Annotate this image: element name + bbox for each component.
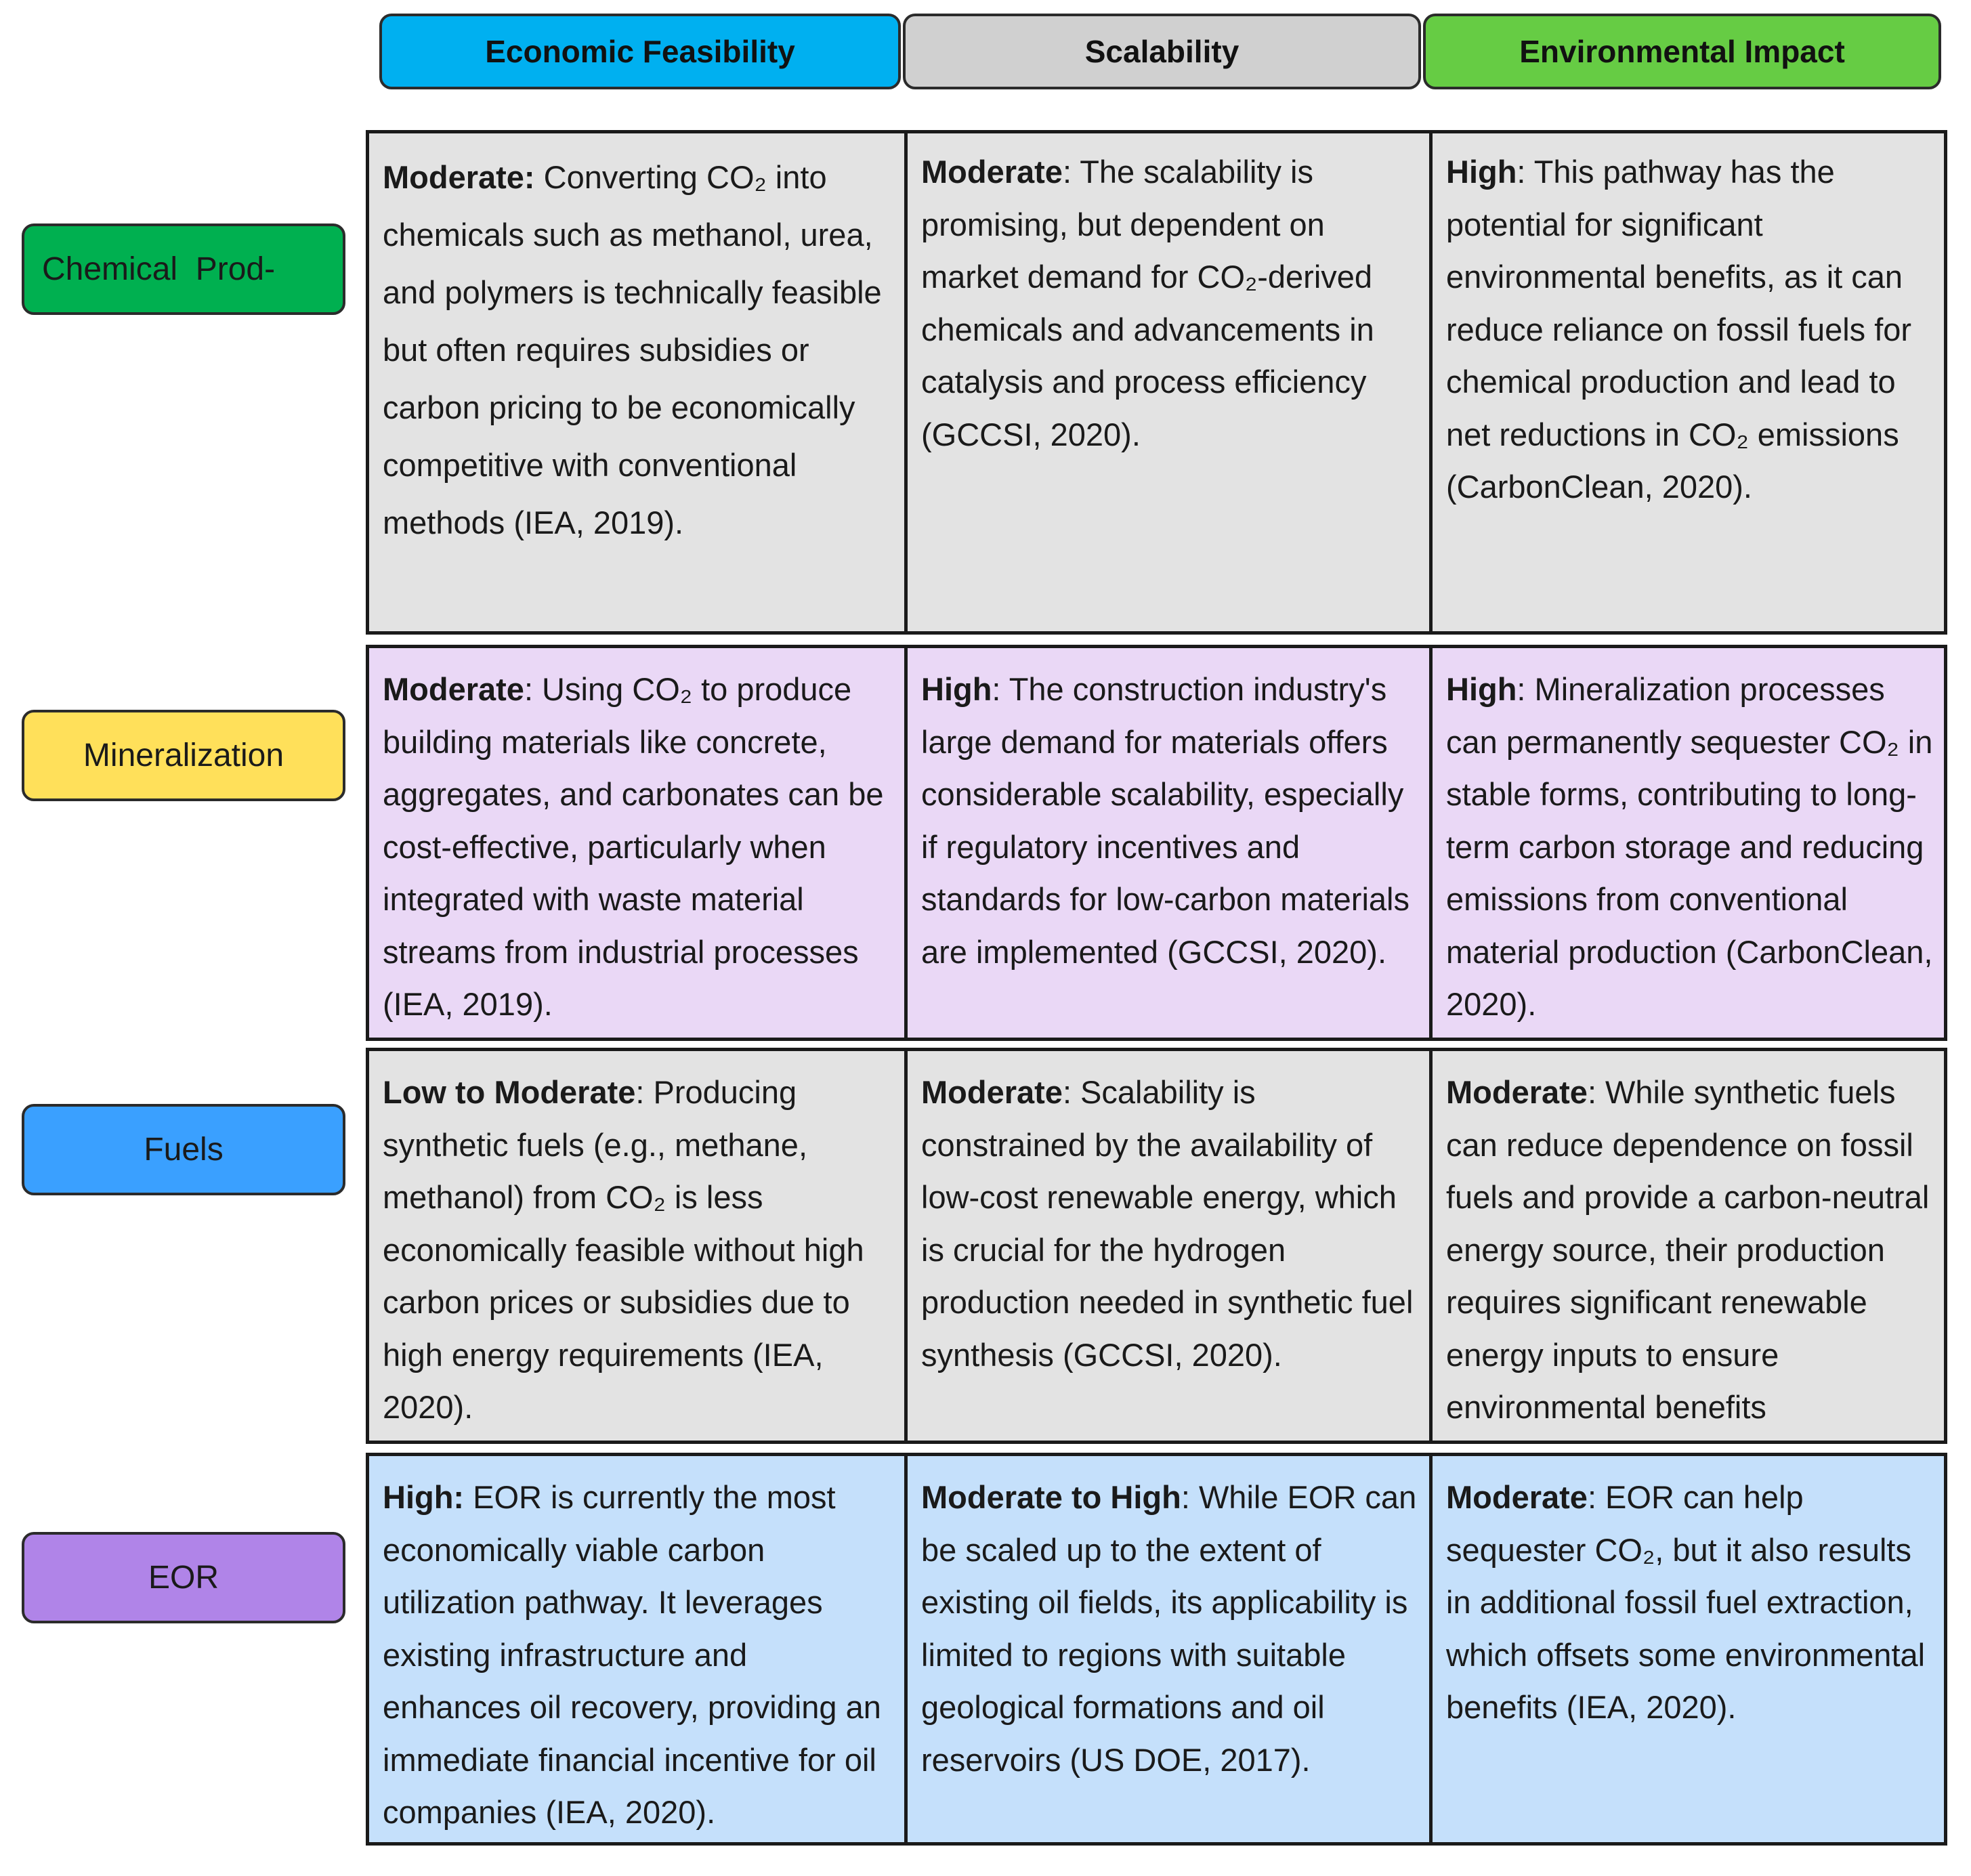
cell-chemical-scalability: [904, 133, 1429, 631]
row-label-fuels: Fuels: [22, 1104, 345, 1195]
rating-label: High: [1446, 154, 1517, 190]
cell-mineralization-economic: [369, 648, 904, 1038]
cell-fuels-environmental: [1429, 1051, 1951, 1441]
cell-mineralization-scalability: [904, 648, 1429, 1038]
cell-eor-environmental: [1429, 1456, 1951, 1842]
cell-chemical-economic: [369, 133, 904, 631]
column-header-environmental-impact: Environmental Impact: [1423, 14, 1941, 89]
rating-label: Low to Moderate: [383, 1074, 636, 1110]
cell-text: : While EOR can be scaled up to the extent of existing oil fields, its applicability is limited to regions with suitable geological formations and oil reservoirs (US DOE, 2017).: [921, 1479, 1417, 1778]
cell-text: : Producing synthetic fuels (e.g., methane, methanol) from CO₂ is less economically feasible without high carbon prices or subsidies due to high energy requirements (IEA, 2020).: [383, 1074, 864, 1425]
cell-text: : The scalability is promising, but dependent on market demand for CO₂-derived chemicals and advancements in catalysis and process efficiency (GCCSI, 2020).: [921, 154, 1374, 452]
table-row-chemical-production: [366, 130, 1947, 635]
rating-label: Moderate: [383, 671, 524, 707]
rating-label: Moderate: [1446, 1479, 1588, 1515]
cell-text: : EOR can help sequester CO₂, but it also results in additional fossil fuel extraction, which offsets some environmental benefits (IEA, 2020).: [1446, 1479, 1926, 1725]
table-row-fuels: [366, 1048, 1947, 1444]
rating-label: Moderate: [1446, 1074, 1588, 1110]
cell-text: : While synthetic fuels can reduce dependence on fossil fuels and provide a carbon-neutral energy source, their production requires significant renewable energy inputs to ensure environmental benefits: [1446, 1074, 1930, 1425]
cell-text: : Scalability is constrained by the availability of low-cost renewable energy, which is crucial for the hydrogen production needed in synthetic fuel synthesis (GCCSI, 2020).: [921, 1074, 1414, 1373]
column-header-scalability: Scalability: [903, 14, 1421, 89]
rating-label: Moderate: [921, 154, 1063, 190]
cell-text: EOR is currently the most economically viable carbon utilization pathway. It leverages existing infrastructure and enhances oil recovery, providing an immediate financial incentive for oil companies (IEA, 2020).: [383, 1479, 881, 1830]
rating-label: High:: [383, 1479, 465, 1515]
rating-label: High: [921, 671, 992, 707]
cell-text: : The construction industry's large demand for materials offers considerable scalability, especially if regulatory incentives and standards for low-carbon materials are implemented (GCCSI, 2020).: [921, 671, 1410, 970]
rating-label: Moderate: [921, 1074, 1063, 1110]
cell-text: Converting CO₂ into chemicals such as methanol, urea, and polymers is technically feasible but often requires subsidies or carbon pricing to be economically competitive with conventional methods (IEA, 2019).: [383, 159, 882, 540]
cell-mineralization-environmental: [1429, 648, 1951, 1038]
cell-eor-economic: [369, 1456, 904, 1842]
row-label-eor: EOR: [22, 1532, 345, 1623]
column-header-economic-feasibility: Economic Feasibility: [379, 14, 901, 89]
rating-label: Moderate:: [383, 159, 535, 195]
cell-text: : This pathway has the potential for significant environmental benefits, as it can reduce reliance on fossil fuels for chemical production and lead to net reductions in CO₂ emissions (CarbonClean, 2020).: [1446, 154, 1912, 505]
cell-text: : Using CO₂ to produce building materials like concrete, aggregates, and carbonates can be cost-effective, particularly when integrated with waste material streams from industrial processes (IEA, 2019).: [383, 671, 884, 1022]
rating-label: High: [1446, 671, 1517, 707]
cell-fuels-economic: [369, 1051, 904, 1441]
cell-eor-scalability: [904, 1456, 1429, 1842]
cell-text: : Mineralization processes can permanently sequester CO₂ in stable forms, contributing to long-term carbon storage and reducing emissions from conventional material production (CarbonClean, 2020).: [1446, 671, 1933, 1022]
rating-label: Moderate to High: [921, 1479, 1181, 1515]
table-row-mineralization: [366, 645, 1947, 1041]
row-label-chemical-production: Chemical Prod-: [22, 223, 345, 315]
cell-chemical-environmental: [1429, 133, 1951, 631]
cell-fuels-scalability: [904, 1051, 1429, 1441]
row-label-mineralization: Mineralization: [22, 710, 345, 801]
table-row-eor: [366, 1453, 1947, 1846]
